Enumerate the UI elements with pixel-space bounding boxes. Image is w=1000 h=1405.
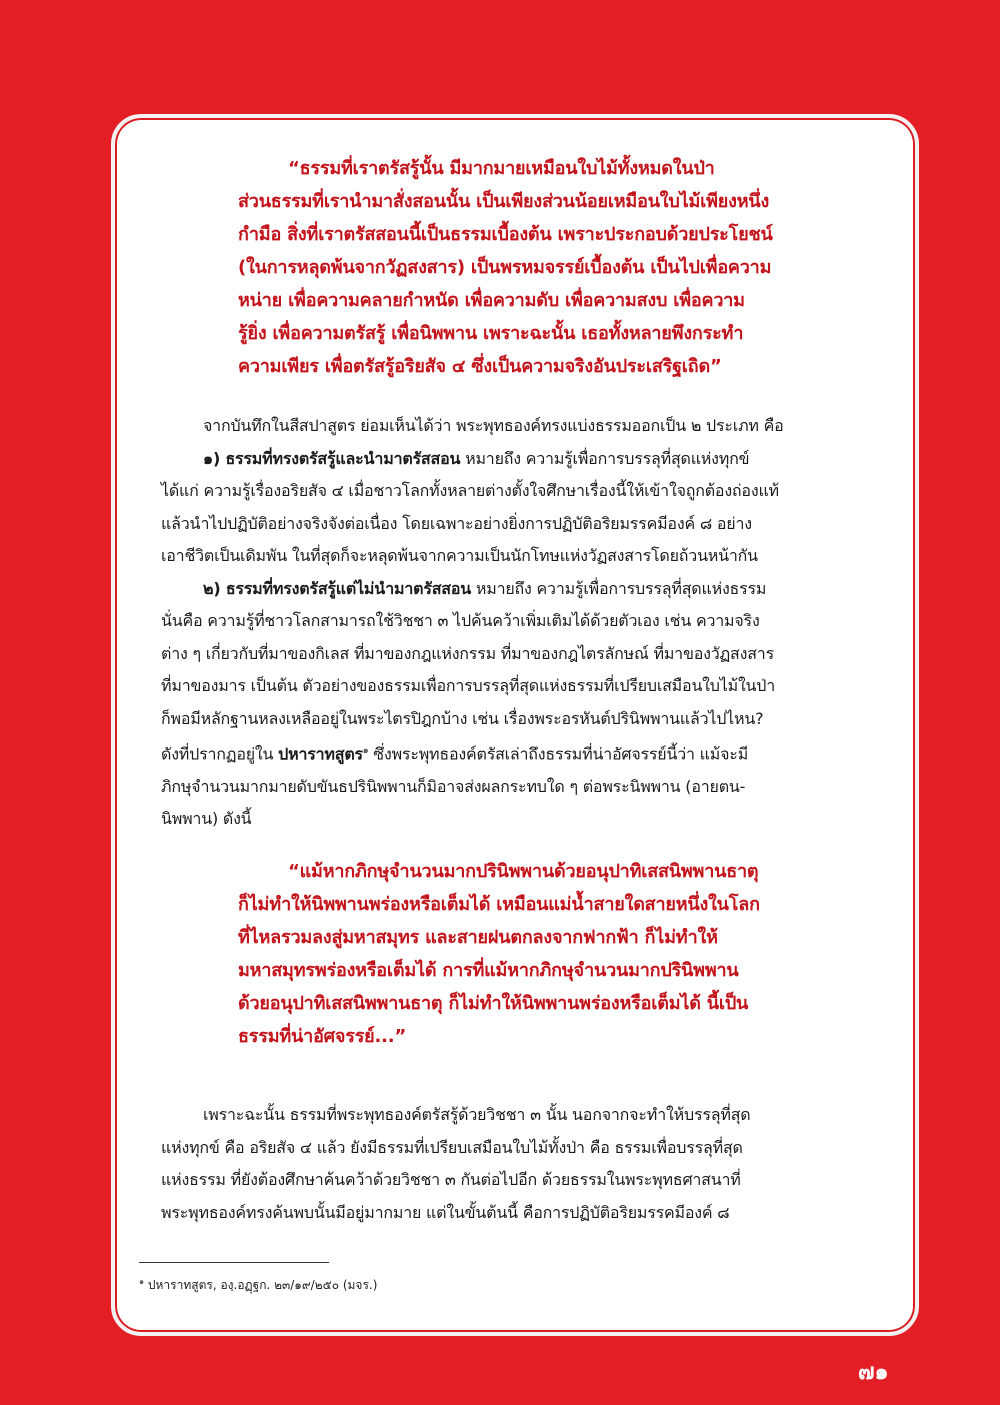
paragraph-line: นิพพาน) ดังนี้ <box>161 809 252 829</box>
paragraph-line <box>161 573 878 606</box>
paragraph-line: แห่งธรรม ที่ยังต้องศึกษาค้นคว้าด้วยวิชชา ๓ กันต่อไปอีก ด้วยธรรมในพระพุทธศาสนาที่ <box>161 1170 741 1189</box>
footnote <box>139 1275 377 1295</box>
page-number: ๗๑ <box>858 1360 889 1385</box>
quote-line: ก็ไม่ทำให้นิพพานพร่องหรือเต็มได้ เหมือนแม่น้ำสายใดสายหนึ่งในโลก <box>238 894 760 915</box>
quote-line: (ในการหลุดพ้นจากวัฏสงสาร) เป็นพรหมจรรย์เบื้องต้น เป็นไปเพื่อความ <box>238 257 772 278</box>
footnote-reference[interactable]: ๑ <box>362 746 369 756</box>
paragraph-line: ก็พอมีหลักฐานหลงเหลืออยู่ในพระไตรปิฎกบ้าง เช่น เรื่องพระอรหันต์ปรินิพพานแล้วไปไหน? <box>161 708 764 728</box>
quote-nibbana <box>238 855 760 1053</box>
item1-heading: ๑) ธรรมที่ทรงตรัสรู้และนำมาตรัสสอน <box>203 448 461 468</box>
item1-text: หมายถึง ความรู้เพื่อการบรรลุที่สุดแห่งทุกข์ <box>460 448 750 468</box>
quote-line: กำมือ สิ่งที่เราตรัสสอนนี้เป็นธรรมเบื้องต้น เพราะประกอบด้วยประโยชน์ <box>238 224 773 245</box>
paragraph-line: ได้แก่ ความรู้เรื่องอริยสัจ ๔ เมื่อชาวโลกทั้งหลายต่างตั้งใจศึกษาเรื่องนี้ให้เข้าใจถูกต้องถ่องแท้ <box>161 481 779 500</box>
quote-line: “แม้หากภิกษุจำนวนมากปรินิพพานด้วยอนุปาทิเสสนิพพานธาตุ <box>288 861 759 882</box>
paragraph-line: จากบันทึกในสีสปาสูตร ย่อมเห็นได้ว่า พระพุทธองค์ทรงแบ่งธรรมออกเป็น ๒ ประเภท คือ <box>203 416 784 435</box>
quote-leaves-of-forest <box>238 152 773 383</box>
paragraph-line: ที่มาของมาร เป็นต้น ตัวอย่างของธรรมเพื่อการบรรลุที่สุดแห่งธรรมที่เปรียบเสมือนใบไม้ในป่า <box>161 676 776 695</box>
quote-line: รู้ยิ่ง เพื่อความตรัสรู้ เพื่อนิพพาน เพราะฉะนั้น เธอทั้งหลายพึงกระทำ <box>238 323 744 344</box>
item2-text: หมายถึง ความรู้เพื่อการบรรลุที่สุดแห่งธรรม <box>471 578 767 598</box>
footnote-mark: ๑ <box>139 1277 145 1286</box>
quote-line: ที่ไหลรวมลงสู่มหาสมุทร และสายฝนตกลงจากฟากฟ้า ก็ไม่ทำให้ <box>238 927 718 948</box>
footnote-text: ปหาราทสูตร, องฺ.อฏฺฐก. ๒๓/๑๙/๒๕๐ (มจร.) <box>144 1278 378 1292</box>
quote-line: ด้วยอนุปาทิเสสนิพพานธาตุ ก็ไม่ทำให้นิพพานพร่องหรือเต็มได้ นี้เป็น <box>238 993 749 1014</box>
footnote-divider <box>139 1262 329 1263</box>
sutta-name: ปหาราทสูตร <box>278 744 363 764</box>
paragraph-line: นั่นคือ ความรู้ที่ชาวโลกสามารถใช้วิชชา ๓ ไปค้นคว้าเพิ่มเติมได้ด้วยตัวเอง เช่น ความจริง <box>161 611 760 630</box>
paragraph-line <box>161 735 878 771</box>
paragraph-line: แล้วนำไปปฏิบัติอย่างจริงจังต่อเนื่อง โดยเฉพาะอย่างยิ่งการปฏิบัติอริยมรรคมีองค์ ๘ อย่าง <box>161 513 752 533</box>
quote-line: ธรรมที่น่าอัศจรรย์...” <box>238 1026 407 1047</box>
paragraph-line: ภิกษุจำนวนมากมายดับขันธปรินิพพานก็มิอาจส่งผลกระทบใด ๆ ต่อพระนิพพาน (อายตน- <box>161 776 746 796</box>
quote-line: มหาสมุทรพร่องหรือเต็มได้ การที่แม้หากภิกษุจำนวนมากปรินิพพาน <box>238 960 739 981</box>
text-run: ซึ่งพระพุทธองค์ตรัสเล่าถึงธรรมที่น่าอัศจรรย์นี้ว่า แม้จะมี <box>368 744 749 764</box>
quote-line: ส่วนธรรมที่เรานำมาสั่งสอนนั้น เป็นเพียงส่วนน้อยเหมือนใบไม้เพียงหนึ่ง <box>238 191 770 212</box>
paragraph-line: เอาชีวิตเป็นเดิมพัน ในที่สุดก็จะหลุดพ้นจากความเป็นนักโทษแห่งวัฏสงสารโดยถ้วนหน้ากัน <box>161 546 758 565</box>
body-paragraph-two-types <box>161 410 878 836</box>
paragraph-line <box>161 443 878 476</box>
quote-line: “ธรรมที่เราตรัสรู้นั้น มีมากมายเหมือนใบไม้ทั้งหมดในป่า <box>288 158 715 179</box>
item2-heading: ๒) ธรรมที่ทรงตรัสรู้แต่ไม่นำมาตรัสสอน <box>203 578 471 598</box>
quote-line: ความเพียร เพื่อตรัสรู้อริยสัจ ๔ ซึ่งเป็นความจริงอันประเสริฐเถิด” <box>238 356 722 377</box>
paragraph-line: ต่าง ๆ เกี่ยวกับที่มาของกิเลส ที่มาของกฎแห่งกรรม ที่มาของกฎไตรลักษณ์ ที่มาของวัฏสงสาร <box>161 643 774 663</box>
paragraph-line: แห่งทุกข์ คือ อริยสัจ ๔ แล้ว ยังมีธรรมที่เปรียบเสมือนใบไม้ทั้งป่า คือ ธรรมเพื่อบรรลุที่สุด <box>161 1137 743 1157</box>
quote-line: หน่าย เพื่อความคลายกำหนัด เพื่อความดับ เพื่อความสงบ เพื่อความ <box>238 290 745 311</box>
paragraph-line: เพราะฉะนั้น ธรรมที่พระพุทธองค์ตรัสรู้ด้วยวิชชา ๓ นั้น นอกจากจะทำให้บรรลุที่สุด <box>203 1105 751 1124</box>
body-paragraph-conclusion <box>161 1099 878 1229</box>
paragraph-line: พระพุทธองค์ทรงค้นพบนั้นมีอยู่มากมาย แต่ในขั้นต้นนี้ คือการปฏิบัติอริยมรรคมีองค์ ๘ <box>161 1202 730 1222</box>
text-run: ดังที่ปรากฏอยู่ใน <box>161 744 279 764</box>
